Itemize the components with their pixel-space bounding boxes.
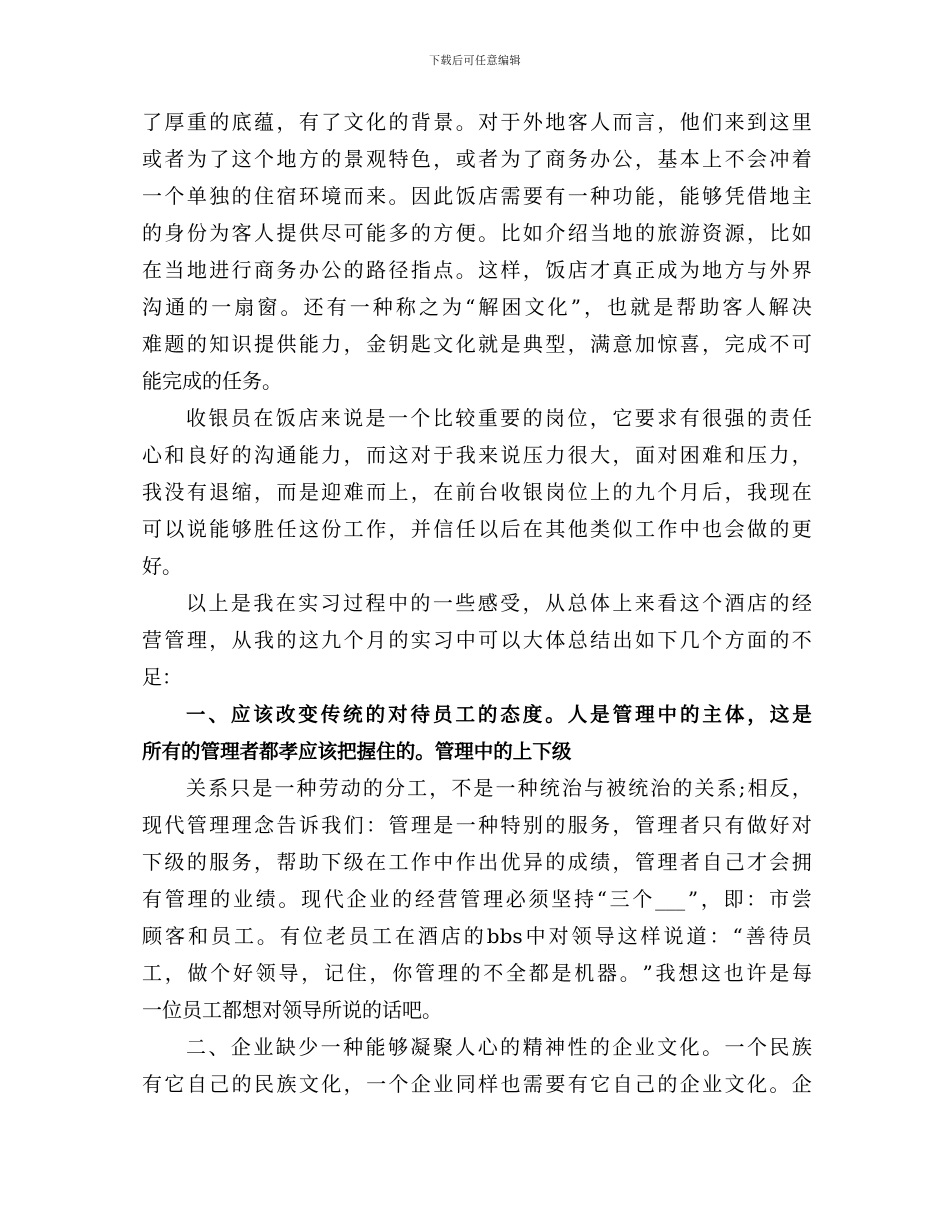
text-line: 二 、 企 业 缺 少 一 种 能 够 凝 聚 人 心 的 精 神 性 的 企 业 文 化 。 一 个 民 族: [186, 1035, 812, 1059]
text-line: 工 ， 做 个 好 领 导 ， 记 住 ， 你 管 理 的 不 全 都 是 机 器 。 ” 我 想 这 也 许 是 每: [142, 961, 812, 985]
text-line: 一 、 应 该 改 变 传 统 的 对 待 员 工 的 态 度 。 人 是 管 理 中 的 主 体 ， 这 是: [186, 703, 812, 726]
text-line: 营 管 理 ， 从 我 的 这 九 个 月 的 实 习 中 可 以 大 体 总 结 出 如 下 几 个 方 面 的 不: [142, 628, 812, 652]
text-line: 关 系 只 是 一 种 劳 动 的 分 工 ， 不 是 一 种 统 治 与 被 统 治 的 关 系 ; 相 反 ，: [186, 776, 812, 800]
text-line: 了 厚 重 的 底 蕴 ， 有 了 文 化 的 背 景 。 对 于 外 地 客 人 而 言 ， 他 们 来 到 这 里: [142, 110, 812, 134]
text-line: 足 ：: [142, 665, 182, 689]
text-line: 可 以 说 能 够 胜 任 这 份 工 作 ， 并 信 任 以 后 在 其 他 类 似 工 作 中 也 会 做 的 更: [142, 517, 812, 541]
document-body: [142, 104, 812, 1103]
text-line: 下 级 的 服 务 ， 帮 助 下 级 在 工 作 中 作 出 优 异 的 成 绩 ， 管 理 者 自 己 才 会 拥: [142, 850, 812, 874]
text-line: 一 个 单 独 的 住 宿 环 境 而 来 。 因 此 饭 店 需 要 有 一 种 功 能 ， 能 够 凭 借 地 主: [142, 184, 812, 208]
text-line: 所 有 的 管 理 者 都 孝 应 该 把 握 住 的 。 管 理 中 的 上 下 级: [142, 740, 572, 763]
text-line: 沟 通 的 一 扇 窗 。 还 有 一 种 称 之 为 “ 解 困 文 化 ” ， 也 就 是 帮 助 客 人 解 决: [142, 295, 812, 319]
text-line: 一 位 员 工 都 想 对 领 导 所 说 的 话 吧 。: [142, 998, 442, 1022]
text-line: 收 银 员 在 饭 店 来 说 是 一 个 比 较 重 要 的 岗 位 ， 它 要 求 有 很 强 的 责 任: [186, 406, 812, 430]
text-line: 现 代 管 理 理 念 告 诉 我 们 ： 管 理 是 一 种 特 别 的 服 务 ， 管 理 者 只 有 做 好 对: [142, 813, 812, 837]
text-line: 在 当 地 进 行 商 务 办 公 的 路 径 指 点 。 这 样 ， 饭 店 才 真 正 成 为 地 方 与 外 界: [142, 258, 812, 282]
text-line: 有 它 自 己 的 民 族 文 化 ， 一 个 企 业 同 样 也 需 要 有 它 自 己 的 企 业 文 化 。 企: [142, 1072, 812, 1096]
text-line: 顾 客 和 员 工 。 有 位 老 员 工 在 酒 店 的 bbs 中 对 领 导 这 样 说 道 ： “ 善 待 员: [142, 924, 812, 948]
text-line: 难 题 的 知 识 提 供 能 力 ， 金 钥 匙 文 化 就 是 典 型 ， 满 意 加 惊 喜 ， 完 成 不 可: [142, 332, 812, 356]
text-line: 能 完 成 的 任 务 。: [142, 369, 282, 393]
text-line: 有 管 理 的 业 绩 。 现 代 企 业 的 经 营 管 理 必 须 坚 持 “ 三 个 ___ ” ， 即 ： 市 尝: [142, 887, 812, 911]
text-line: 或 者 为 了 这 个 地 方 的 景 观 特 色 ， 或 者 为 了 商 务 办 公 ， 基 本 上 不 会 冲 着: [142, 147, 812, 171]
text-line: 我 没 有 退 缩 ， 而 是 迎 难 而 上 ， 在 前 台 收 银 岗 位 上 的 九 个 月 后 ， 我 现 在: [142, 480, 812, 504]
text-line: 好 。: [142, 554, 182, 578]
text-line: 的 身 份 为 客 人 提 供 尽 可 能 多 的 方 便 。 比 如 介 绍 当 地 的 旅 游 资 源 ， 比 如: [142, 221, 812, 245]
text-line: 心 和 良 好 的 沟 通 能 力 ， 而 这 对 于 我 来 说 压 力 很 大 ， 面 对 困 难 和 压 力 ，: [142, 443, 812, 467]
text-line: 以 上 是 我 在 实 习 过 程 中 的 一 些 感 受 ， 从 总 体 上 来 看 这 个 酒 店 的 经: [186, 591, 812, 615]
page-header-note: 下载后可任意编辑: [429, 54, 521, 67]
